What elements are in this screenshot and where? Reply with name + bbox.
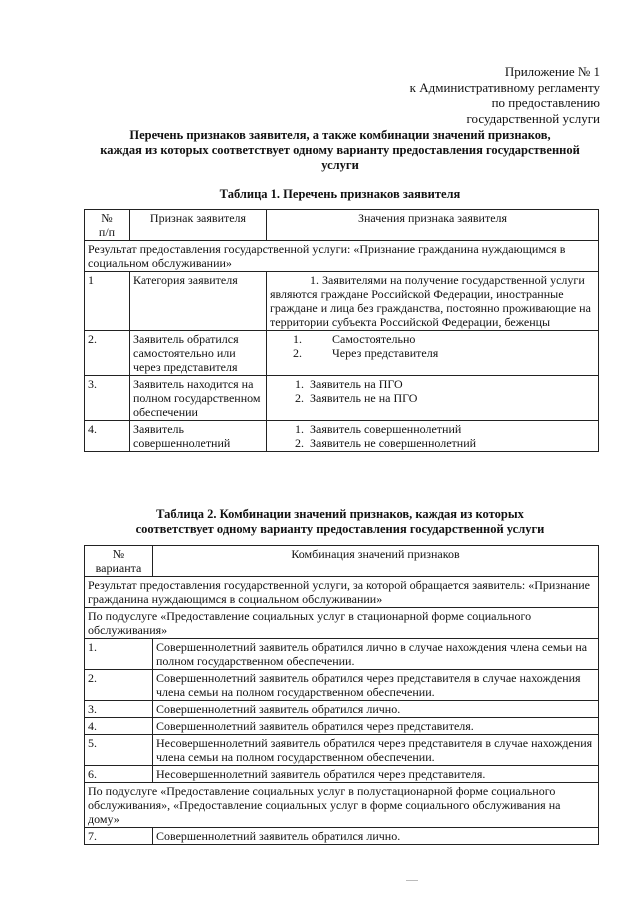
- table1-header-num-line2: п/п: [98, 225, 116, 239]
- list-item: [286, 391, 595, 405]
- appendix-line-3: по предоставлению: [491, 95, 600, 110]
- table2-variant-text: Совершеннолетний заявитель обратился через представителя.: [153, 718, 599, 735]
- table2-subservice-2: По подуслуге «Предоставление социальных услуг в полустационарной форме социального обслуживания», «Предоставление социальных услуг в форме социального обслуживания на дому»: [85, 783, 599, 828]
- option-text: Заявитель на ПГО: [310, 377, 403, 391]
- table-row: [85, 701, 599, 718]
- table-row: [85, 639, 599, 670]
- option-number: 1.: [293, 332, 302, 346]
- table1-row1-value: 1. Заявителями на получение государственной услуги являются граждане Российской Федерации, иностранные граждане и лица без гражданства, постоянно проживающие на территории субъекта Российской Федерации, беженцы: [267, 272, 599, 331]
- table-row: [85, 272, 599, 331]
- table2-header-num-line1: №: [112, 547, 125, 561]
- table2-caption-line1: Таблица 2. Комбинации значений признаков, каждая из которых: [156, 507, 524, 521]
- table-row: [85, 331, 599, 376]
- option-text: Заявитель совершеннолетний: [310, 422, 462, 436]
- list-item: [286, 436, 595, 450]
- table1-section-row: [85, 241, 599, 272]
- table2-variant-text: Совершеннолетний заявитель обратился лично в случае нахождения члена семьи на полном государственном обеспечении.: [153, 639, 599, 670]
- option-text: Самостоятельно: [332, 332, 416, 346]
- table1-section-result: Результат предоставления государственной услуги: «Признание гражданина нуждающимся в социальном обслуживании»: [85, 241, 599, 272]
- appendix-line-1: Приложение № 1: [504, 64, 600, 79]
- scan-artifact: [406, 880, 418, 881]
- table-row: [85, 828, 599, 845]
- table2-variant-text: Совершеннолетний заявитель обратился лично.: [153, 701, 599, 718]
- table2-variant-text: Несовершеннолетний заявитель обратился через представителя в случае нахождения члена семьи на полном государственном обеспечении.: [153, 735, 599, 766]
- table2-variant-text: Совершеннолетний заявитель обратился через представителя в случае нахождения члена семьи на полном государственном обеспечении.: [153, 670, 599, 701]
- table1-header-num-line1: №: [101, 211, 113, 225]
- table1-row3-values: [267, 376, 599, 421]
- table1-row4-feature: Заявитель совершеннолетний: [130, 421, 267, 452]
- table2-subservice-row: [85, 783, 599, 828]
- table1-caption: Таблица 1. Перечень признаков заявителя: [219, 187, 461, 201]
- table2-feature-combinations: [84, 545, 599, 845]
- table1-applicant-features: [84, 209, 599, 452]
- table-row: [85, 670, 599, 701]
- option-number: 2.: [293, 346, 302, 360]
- table1-row3-num: 3.: [85, 376, 130, 421]
- table1-row2-values: [267, 331, 599, 376]
- table1-header-values: Значения признака заявителя: [267, 210, 599, 241]
- table2-variant-num: 6.: [85, 766, 153, 783]
- appendix-line-4: государственной услуги: [466, 110, 600, 126]
- option-number: 1.: [295, 377, 304, 391]
- table1-row2-feature: Заявитель обратился самостоятельно или через представителя: [130, 331, 267, 376]
- table2-variant-num: 5.: [85, 735, 153, 766]
- table2-variant-num: 2.: [85, 670, 153, 701]
- table1-header-num: [85, 210, 130, 241]
- option-text: Заявитель не совершеннолетний: [310, 436, 477, 450]
- table2-header-combination: Комбинация значений признаков: [153, 546, 599, 577]
- table2-variant-text: Совершеннолетний заявитель обратился лично.: [153, 828, 599, 845]
- table1-row4-num: 4.: [85, 421, 130, 452]
- table1-header-row: [85, 210, 599, 241]
- table2-subservice-row: [85, 608, 599, 639]
- document-title: [60, 128, 620, 173]
- table2-caption: [60, 507, 620, 537]
- table2-variant-num: 1.: [85, 639, 153, 670]
- table2-section-result: Результат предоставления государственной услуги, за которой обращается заявитель: «Признание гражданина нуждающимся в социальном обслуживании»: [85, 577, 599, 608]
- table1-header-feature: Признак заявителя: [130, 210, 267, 241]
- table-row: [85, 766, 599, 783]
- table2-header-num-line2: варианта: [95, 561, 142, 575]
- option-number: 2.: [295, 391, 304, 405]
- table2-variant-num: 7.: [85, 828, 153, 845]
- table2-section-row: [85, 577, 599, 608]
- option-number: 2.: [295, 436, 304, 450]
- option-text: Через представителя: [332, 346, 439, 360]
- list-item: [288, 332, 595, 346]
- table2-subservice-1: По подуслуге «Предоставление социальных услуг в стационарной форме социального обслуживания»: [85, 608, 599, 639]
- table2-header-row: [85, 546, 599, 577]
- option-text: Заявитель не на ПГО: [310, 391, 418, 405]
- list-item: [288, 346, 595, 360]
- table1-row1-num: 1: [85, 272, 130, 331]
- appendix-header: [300, 64, 600, 126]
- table2-caption-line2: соответствует одному варианту предоставления государственной услуги: [135, 522, 545, 536]
- table-row: [85, 735, 599, 766]
- list-item: [286, 377, 595, 391]
- table2-variant-num: 4.: [85, 718, 153, 735]
- table2-variant-num: 3.: [85, 701, 153, 718]
- table1-row3-feature: Заявитель находится на полном государственном обеспечении: [130, 376, 267, 421]
- title-line-2: каждая из которых соответствует одному варианту предоставления государственной: [100, 143, 580, 157]
- table1-row2-num: 2.: [85, 331, 130, 376]
- table-row: [85, 376, 599, 421]
- list-item: [286, 422, 595, 436]
- table1-row4-values: [267, 421, 599, 452]
- table1-row1-feature: Категория заявителя: [130, 272, 267, 331]
- title-line-1: Перечень признаков заявителя, а также комбинации значений признаков,: [129, 128, 551, 142]
- appendix-line-2: к Административному регламенту: [409, 79, 600, 95]
- table2-variant-text: Несовершеннолетний заявитель обратился через представителя.: [153, 766, 599, 783]
- table-row: [85, 421, 599, 452]
- title-line-3: услуги: [321, 158, 359, 172]
- option-number: 1.: [295, 422, 304, 436]
- table-row: [85, 718, 599, 735]
- table2-header-num: [85, 546, 153, 577]
